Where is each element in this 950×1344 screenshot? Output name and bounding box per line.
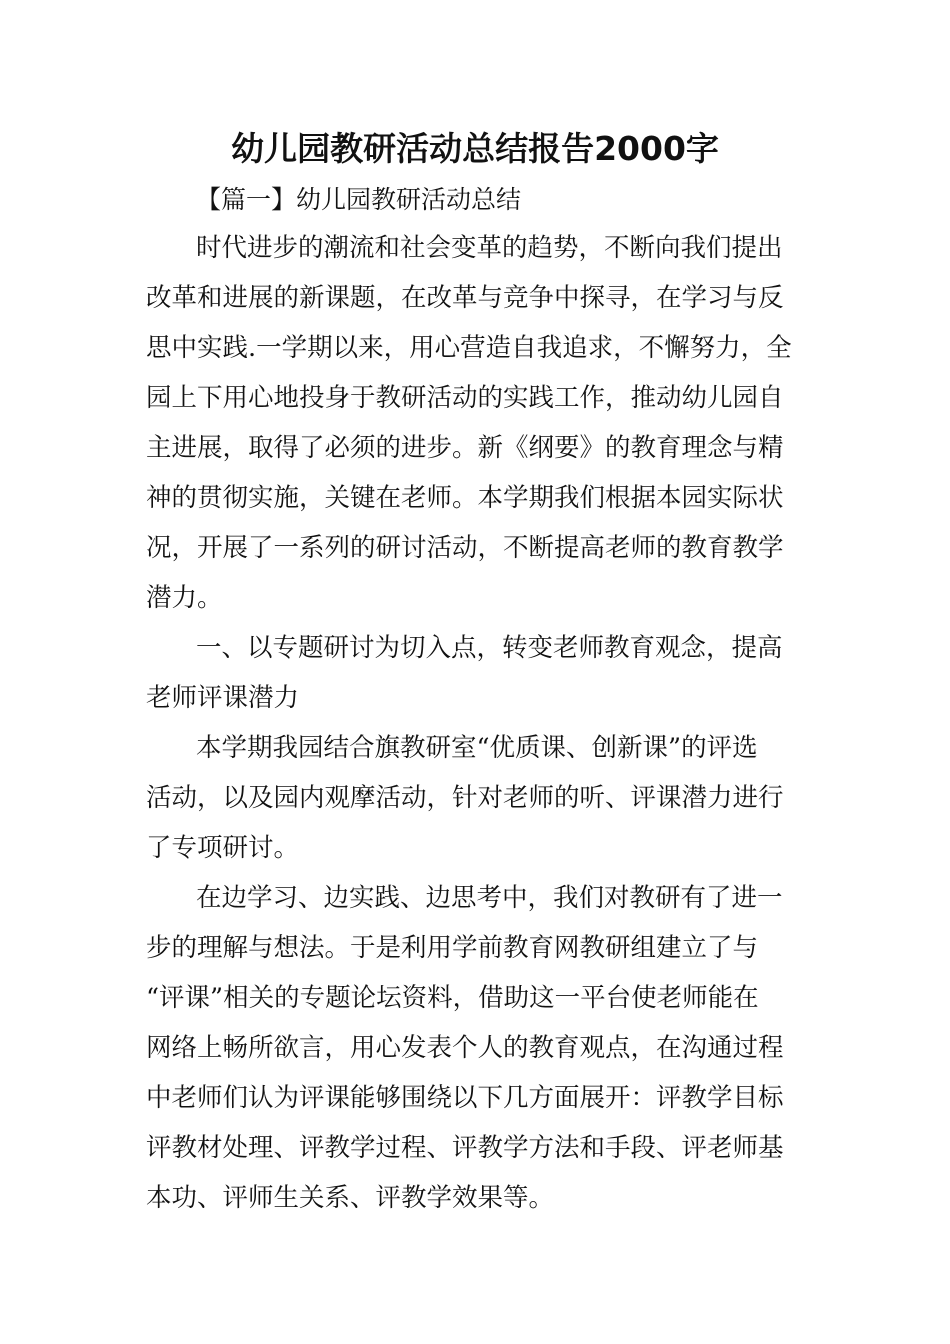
paragraph-line: 主进展，取得了必须的进步。新《纲要》的教育理念与精: [146, 433, 784, 463]
paragraph-line: 本学期我园结合旗教研室“优质课、创新课”的评选: [196, 733, 758, 763]
document-title: 幼儿园教研活动总结报告2000字: [231, 129, 719, 168]
paragraph-line: 评教材处理、评教学过程、评教学方法和手段、评老师基: [146, 1133, 784, 1163]
paragraph-line: 在边学习、边实践、边思考中，我们对教研有了进一: [196, 883, 783, 913]
paragraph-line: 本功、评师生关系、评教学效果等。: [146, 1183, 555, 1213]
section-heading: 【篇一】幼儿园教研活动总结: [196, 185, 522, 214]
paragraph-line: 步的理解与想法。于是利用学前教育网教研组建立了与: [146, 933, 759, 963]
paragraph-line: 潜力。: [146, 583, 223, 613]
paragraph-line: 况，开展了一系列的研讨活动，不断提高老师的教育教学: [146, 533, 784, 563]
paragraph-line: “评课”相关的专题论坛资料，借助这一平台使老师能在: [146, 983, 759, 1013]
paragraph-line: 活动，以及园内观摩活动，针对老师的听、评课潜力进行: [146, 783, 784, 813]
paragraph-line: 了专项研讨。: [146, 833, 300, 863]
paragraph-line: 网络上畅所欲言，用心发表个人的教育观点，在沟通过程: [146, 1033, 784, 1063]
paragraph-line: 园上下用心地投身于教研活动的实践工作，推动幼儿园自: [146, 383, 784, 413]
paragraph-line: 改革和进展的新课题，在改革与竞争中探寻，在学习与反: [146, 283, 784, 313]
paragraph-line: 中老师们认为评课能够围绕以下几方面展开：评教学目标: [146, 1083, 784, 1113]
paragraph-line: 时代进步的潮流和社会变革的趋势，不断向我们提出: [196, 233, 783, 263]
paragraph-line: 思中实践.一学期以来，用心营造自我追求，不懈努力，全: [146, 333, 792, 363]
section-heading-line: 一、以专题研讨为切入点，转变老师教育观念，提高: [196, 633, 783, 663]
paragraph-line: 神的贯彻实施，关键在老师。本学期我们根据本园实际状: [146, 483, 784, 513]
section-heading-line: 老师评课潜力: [146, 683, 300, 713]
